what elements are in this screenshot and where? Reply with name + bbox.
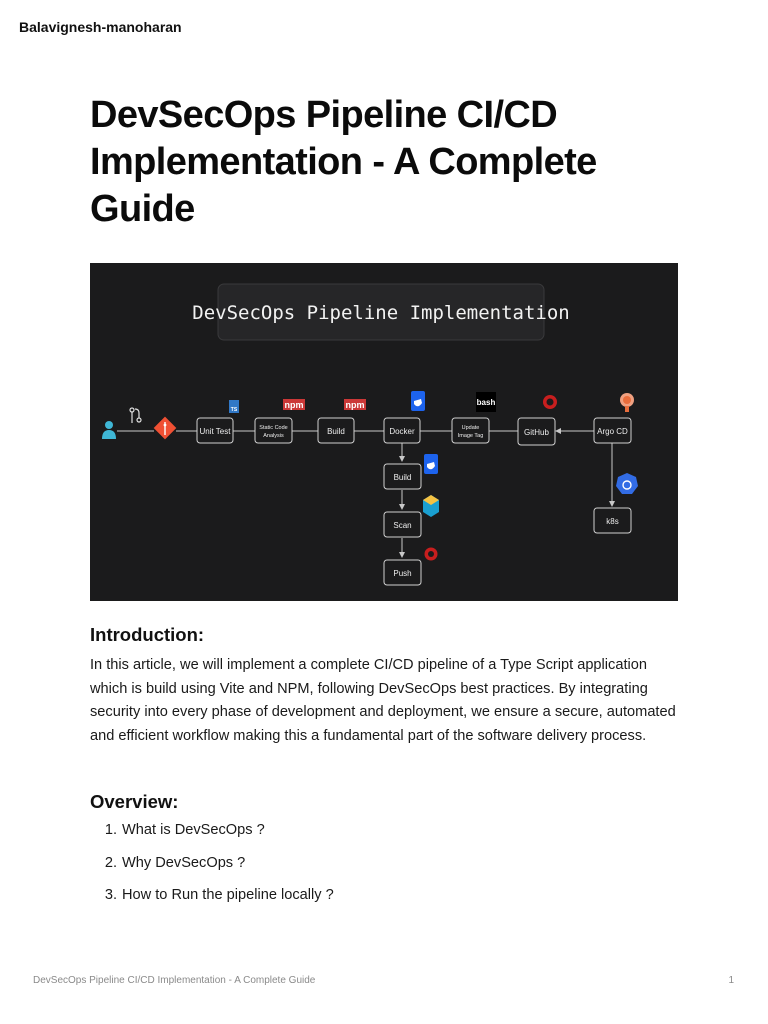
- diagram-title: DevSecOps Pipeline Implementation: [192, 302, 570, 324]
- docker-icon: [411, 391, 425, 411]
- user-icon: [102, 421, 116, 439]
- overview-list: [90, 822, 334, 920]
- list-item: [90, 855, 334, 888]
- github-icon: [425, 548, 438, 561]
- npm-badge-text: npm: [345, 400, 365, 410]
- git-icon: [154, 417, 177, 440]
- node-label: Build: [393, 473, 412, 482]
- node-unit-test: [197, 418, 233, 443]
- npm-badge-text: npm: [284, 400, 304, 410]
- node-static-analysis: [255, 418, 292, 443]
- node-k8s: [594, 508, 631, 533]
- bash-badge-text: bash: [476, 398, 496, 407]
- node-build: [318, 418, 354, 443]
- node-argo-cd: [594, 418, 631, 443]
- node-label: Push: [393, 569, 412, 578]
- typescript-badge-text: TS: [230, 407, 238, 413]
- list-item: [90, 822, 334, 855]
- overview-heading: Overview:: [90, 791, 179, 812]
- github-icon: [543, 395, 557, 409]
- node-label: Image Tag: [457, 433, 484, 439]
- author-name: Balavignesh-manoharan: [19, 19, 182, 35]
- node-label: GitHub: [524, 428, 549, 437]
- trivy-icon: [423, 495, 439, 517]
- bash-icon: [476, 392, 496, 412]
- footer-doc-title: DevSecOps Pipeline CI/CD Implementation - A Complete Guide: [33, 975, 316, 986]
- list-item-number: 3 .: [90, 887, 117, 920]
- node-label: k8s: [606, 517, 619, 526]
- node-label: Docker: [389, 427, 415, 436]
- typescript-icon: [229, 400, 239, 413]
- node-label: Analysis: [263, 433, 284, 439]
- node-label: Argo CD: [597, 427, 628, 436]
- list-item-text: What is DevSecOps ?: [122, 822, 265, 838]
- node-docker-build: [384, 464, 421, 489]
- list-item-number: 2 .: [90, 855, 117, 888]
- list-item-text: Why DevSecOps ?: [122, 854, 246, 871]
- kubernetes-icon: [616, 473, 638, 494]
- node-label: Build: [327, 427, 345, 436]
- node-label: Unit Test: [199, 427, 231, 436]
- node-label: Update: [461, 425, 480, 431]
- argo-icon: [620, 393, 634, 412]
- node-update-image-tag: [452, 418, 489, 443]
- node-push: [384, 560, 421, 585]
- pipeline-diagram: [90, 263, 678, 601]
- node-github: [518, 418, 555, 445]
- node-label: Static Code: [259, 425, 288, 431]
- npm-icon: [344, 399, 366, 410]
- intro-heading: Introduction:: [90, 624, 205, 645]
- docker-icon: [424, 454, 438, 474]
- list-item-number: 1 .: [90, 822, 117, 855]
- page-number: 1: [728, 975, 734, 986]
- npm-icon: [283, 399, 305, 410]
- article-title: DevSecOps Pipeline CI/CD Implementation - A Complete Guide: [90, 94, 597, 230]
- node-docker: [384, 418, 420, 443]
- node-scan: [384, 512, 421, 537]
- git-branch-icon: [130, 408, 141, 423]
- intro-paragraph: In this article, we will implement a complete CI/CD pipeline of a Type Script application which is build using Vite and NPM, following DevSecOps best practices. By integrating security into every phase of development and deployment, we ensure a secure, automated and efficient workflow making this a fundamental part of the software delivery process.: [90, 657, 676, 744]
- list-item-text: How to Run the pipeline locally ?: [122, 887, 334, 904]
- node-label: Scan: [393, 521, 412, 530]
- list-item: [90, 887, 334, 920]
